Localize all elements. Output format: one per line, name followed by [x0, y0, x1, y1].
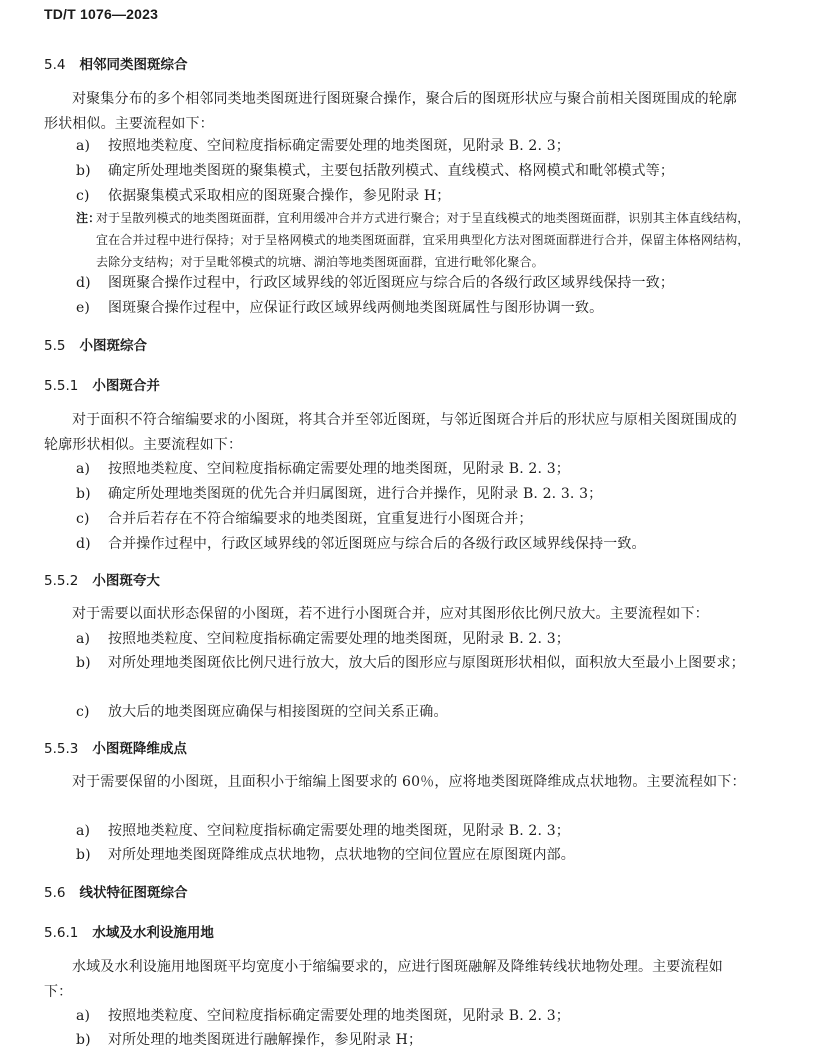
list-item: d) 图斑聚合操作过程中，行政区域界线的邻近图斑应与综合后的各级行政区域界线保持一致；: [76, 275, 674, 291]
paragraph: 对于需要保留的小图斑，且面积小于缩编上图要求的 60％，应将地类图斑降维成点状地物。主要流程如下：: [72, 774, 746, 790]
list-item: c) 依据聚集模式采取相应的图斑聚合操作，参见附录 H；: [76, 188, 451, 204]
list-item: a) 按照地类粒度、空间粒度指标确定需要处理的地类图斑，见附录 B. 2. 3；: [76, 631, 570, 647]
paragraph: 对于面积不符合缩编要求的小图斑，将其合并至邻近图斑，与邻近图斑合并后的形状应与原相关图斑围成的轮廓形状相似。主要流程如下：: [44, 412, 738, 453]
paragraph: 对于需要以面状形态保留的小图斑，若不进行小图斑合并，应对其图形依比例尺放大。主要流程如下：: [72, 606, 709, 622]
section-heading-5-5-1: 5.5.1 小图斑合并: [44, 378, 160, 394]
section-heading-5-5-3: 5.5.3 小图斑降维成点: [44, 741, 187, 757]
paragraph: 对聚集分布的多个相邻同类地类图斑进行图斑聚合操作，聚合后的图斑形状应与聚合前相关图斑围成的轮廓形状相似。主要流程如下：: [44, 91, 738, 132]
section-heading-5-5-2: 5.5.2 小图斑夸大: [44, 573, 160, 589]
list-item: d) 合并操作过程中，行政区域界线的邻近图斑应与综合后的各级行政区域界线保持一致。: [76, 536, 646, 552]
section-heading-5-6-1: 5.6.1 水域及水利设施用地: [44, 925, 214, 941]
note-label: 注：: [76, 211, 101, 225]
list-item: c) 合并后若存在不符合缩编要求的地类图斑，宜重复进行小图斑合并；: [76, 511, 533, 527]
list-item: a) 按照地类粒度、空间粒度指标确定需要处理的地类图斑，见附录 B. 2. 3；: [76, 823, 570, 839]
note-text: 对于呈散列模式的地类图斑面群，宜利用缓冲合并方式进行聚合；对于呈直线模式的地类图斑面群，识别其主体直线结构，宜在合并过程中进行保持；对于呈格网模式的地类图斑面群，宜采用典型化方法对图斑面群进行合并，保留主体格网结构，去除分支结构；对于呈毗邻模式的坑塘、湖泊等地类图斑面群，宜进行毗邻化聚合。: [96, 211, 750, 269]
section-title: 相邻同类图斑综合: [79, 57, 188, 73]
note: [76, 207, 756, 273]
section-heading-5-5: 5.5 小图斑综合: [44, 338, 147, 354]
list-item: b) 确定所处理地类图斑的聚集模式，主要包括散列模式、直线模式、格网模式和毗邻模式等；: [76, 163, 674, 179]
list-item: e) 图斑聚合操作过程中，应保证行政区域界线两侧地类图斑属性与图形协调一致。: [76, 300, 604, 316]
section-heading-5-4: [44, 53, 187, 73]
list-item: a) 按照地类粒度、空间粒度指标确定需要处理的地类图斑，见附录 B. 2. 3；: [76, 461, 570, 477]
list-item: b) 对所处理地类图斑依比例尺进行放大，放大后的图形应与原图斑形状相似，面积放大至最小上图要求；: [76, 655, 745, 671]
standard-code-header: TD/T 1076—2023: [44, 6, 159, 22]
section-number: 5.4: [44, 57, 66, 73]
list-item: b) 对所处理地类图斑降维成点状地物，点状地物的空间位置应在原图斑内部。: [76, 847, 575, 863]
list-item: a) 按照地类粒度、空间粒度指标确定需要处理的地类图斑，见附录 B. 2. 3；: [76, 138, 570, 154]
list-item: b) 确定所处理地类图斑的优先合并归属图斑，进行合并操作，见附录 B. 2. 3. 3；: [76, 486, 603, 502]
section-heading-5-6: 5.6 线状特征图斑综合: [44, 885, 188, 901]
paragraph: 水域及水利设施用地图斑平均宽度小于缩编要求的，应进行图斑融解及降维转线状地物处理。主要流程如下：: [44, 959, 723, 1000]
list-item: a) 按照地类粒度、空间粒度指标确定需要处理的地类图斑，见附录 B. 2. 3；: [76, 1008, 570, 1024]
list-item: b) 对所处理的地类图斑进行融解操作，参见附录 H；: [76, 1032, 423, 1048]
list-item: c) 放大后的地类图斑应确保与相接图斑的空间关系正确。: [76, 704, 448, 720]
